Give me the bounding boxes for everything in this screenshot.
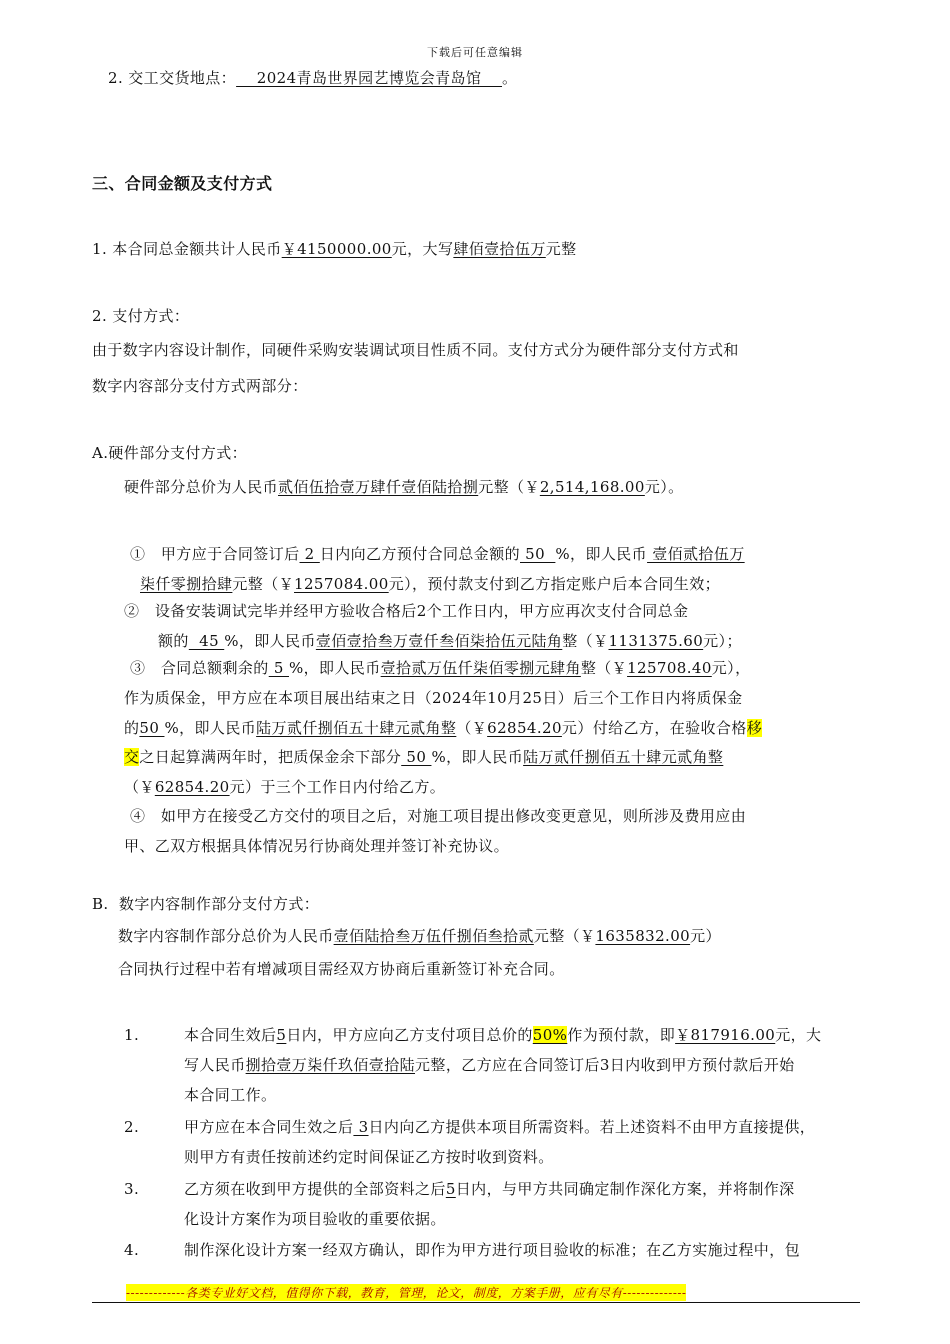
- clause-3-cont: [124, 747, 723, 767]
- amount: ￥4150000.00: [281, 240, 392, 258]
- subheading-b: B. 数字内容制作部分支付方式：: [92, 895, 320, 913]
- list-item-2-cont: 则甲方有责任按前述约定时间保证乙方按时收到资料。: [184, 1148, 554, 1166]
- value: 2: [299, 545, 320, 563]
- text: 元整: [545, 240, 577, 258]
- text: （￥: [456, 719, 488, 737]
- value: 45: [188, 632, 225, 650]
- amount-words: 肆佰壹拾伍万: [453, 240, 546, 258]
- text: 元）。: [644, 478, 684, 496]
- page-header: 下载后可任意编辑: [427, 46, 523, 59]
- list-item-3: [184, 1179, 795, 1199]
- text: 甲方应在本合同生效之后: [184, 1118, 354, 1136]
- text: 。: [502, 69, 518, 87]
- list-item-1-cont: [184, 1055, 795, 1075]
- amount-words: 捌拾壹万柒仟玖佰壹拾陆: [245, 1056, 416, 1074]
- text: 元，大写: [391, 240, 454, 258]
- text: 额的: [158, 632, 189, 650]
- list-item-1: [184, 1025, 821, 1045]
- value: 50: [139, 719, 165, 737]
- list-number: 3.: [124, 1180, 140, 1198]
- amount-words: 陆万贰仟捌佰五十肆元贰角整: [256, 719, 457, 737]
- value: 5: [268, 659, 289, 677]
- text: %，即人民币: [224, 632, 316, 650]
- list-item-2: [184, 1117, 815, 1137]
- amount-words: 壹佰贰拾伍万: [647, 545, 745, 563]
- text: 日内向乙方预付合同总金额的: [319, 545, 520, 563]
- amount-words: 柒仟零捌拾肆: [140, 575, 233, 593]
- text: 元整，乙方应在合同签订后3日内收到甲方预付款后开始: [415, 1056, 795, 1074]
- text: ① 甲方应于合同签订后: [130, 545, 300, 563]
- text: 的: [124, 719, 140, 737]
- text: 元整（￥: [533, 927, 596, 945]
- text: 2. 交工交货地点：: [108, 69, 237, 87]
- text: ③ 合同总额剩余的: [130, 659, 269, 677]
- amount-words: 陆万贰仟捌佰五十肆元贰角整: [523, 748, 724, 766]
- value: 50: [520, 545, 556, 563]
- text: 日内，与甲方共同确定制作深化方案，并将制作深: [455, 1180, 795, 1198]
- text: 作为预付款，即: [567, 1026, 676, 1044]
- list-item-3-cont: 化设计方案作为项目验收的重要依据。: [184, 1210, 446, 1228]
- amount: 1257084.00: [294, 575, 389, 593]
- payment-method-label: 2. 支付方式：: [92, 307, 190, 325]
- text: 日内向乙方提供本项目所需资料。若上述资料不由甲方直接提供，: [368, 1118, 816, 1136]
- amount-words: 壹佰壹拾叁万壹仟叁佰柒拾伍元陆角: [315, 632, 563, 650]
- clause-3: [130, 658, 750, 678]
- subheading-a: A.硬件部分支付方式：: [92, 444, 248, 462]
- delivery-location: [108, 68, 517, 88]
- text: 元）；: [703, 632, 742, 650]
- clause-2-cont: [158, 631, 742, 651]
- value: 3: [353, 1118, 369, 1136]
- clause-3-cont: [124, 777, 445, 797]
- amount-words: 贰佰伍拾壹万肆仟壹佰陆拾捌: [278, 478, 479, 496]
- text: 元整（￥: [232, 575, 295, 593]
- clause-1-cont: [140, 574, 720, 594]
- text: 元，大: [775, 1026, 822, 1044]
- text: 日内，甲方应向乙方支付项目总价的: [286, 1026, 533, 1044]
- amount-words: 壹佰陆拾叁万伍仟捌佰叁拾贰: [333, 927, 534, 945]
- text: 2024青岛世界园艺博览会青岛馆: [236, 69, 503, 87]
- digital-total: [118, 926, 721, 946]
- clause-2: ② 设备安装调试完毕并经甲方验收合格后2个工作日内，甲方应再次支付合同总金: [124, 602, 689, 620]
- text: 整（￥: [562, 632, 609, 650]
- value: 5: [276, 1026, 287, 1044]
- amount: 62854.20: [487, 719, 562, 737]
- highlighted-text: 交: [124, 748, 140, 766]
- list-number: 1.: [124, 1026, 140, 1044]
- amount: 125708.40: [627, 659, 712, 677]
- highlighted-text: 移: [746, 719, 763, 737]
- text: 写人民币: [184, 1056, 246, 1074]
- amount-words: 壹拾贰万伍仟柒佰零捌元肆角: [380, 659, 581, 677]
- text: 1. 本合同总金额共计人民币: [92, 240, 282, 258]
- amount: 2,514,168.00: [539, 478, 645, 496]
- text: 乙方须在收到甲方提供的全部资料之后: [184, 1180, 446, 1198]
- text: 之日起算满两年时，把质保金余下部分: [139, 748, 402, 766]
- clause-3-cont: [124, 718, 762, 738]
- footer-banner: -------------各类专业好文档，值得你下载，教育，管理，论文，制度，方案手册，应有尽有--------------: [126, 1286, 687, 1300]
- clause-1: [130, 544, 745, 564]
- text: （￥: [124, 778, 155, 796]
- text: 元）付给乙方，在验收合格: [561, 719, 747, 737]
- amount: 1635832.00: [595, 927, 691, 945]
- value: 50: [401, 748, 432, 766]
- value: 5: [445, 1180, 456, 1198]
- text: %，即人民币: [164, 719, 257, 737]
- amount: ￥817916.00: [675, 1026, 776, 1044]
- amount: 62854.20: [154, 778, 230, 796]
- section-heading-3: 三、合同金额及支付方式: [92, 174, 273, 193]
- text: 本合同生效后: [184, 1026, 277, 1044]
- text: 整（￥: [580, 659, 628, 677]
- text: 元整（￥: [478, 478, 540, 496]
- text: 元）: [690, 927, 721, 945]
- text: %，即人民币: [555, 545, 648, 563]
- total-amount: [92, 239, 577, 259]
- text: %，即人民币: [431, 748, 524, 766]
- clause-3-cont: 作为质保金，甲方应在本项目展出结束之日（2024年10月25日）后三个工作日内将质保金: [124, 689, 743, 707]
- text: %，即人民币: [289, 659, 381, 677]
- text: 元）于三个工作日内付给乙方。: [229, 778, 446, 796]
- text: 硬件部分总价为人民币: [124, 478, 279, 496]
- paragraph: 由于数字内容设计制作，同硬件采购安装调试项目性质不同。支付方式分为硬件部分支付方式和: [92, 341, 739, 359]
- amount: 1131375.60: [608, 632, 704, 650]
- paragraph: 数字内容部分支付方式两部分：: [92, 377, 308, 395]
- text: 元），预付款支付到乙方指定账户后本合同生效；: [388, 575, 720, 593]
- list-item-4: 制作深化设计方案一经双方确认，即作为甲方进行项目验收的标准；在乙方实施过程中，包: [184, 1241, 801, 1259]
- hardware-total: [124, 477, 684, 497]
- clause-4-cont: 甲、乙双方根据具体情况另行协商处理并签订补充协议。: [124, 837, 510, 855]
- highlighted-text: 50%: [532, 1026, 568, 1044]
- text: 元），: [711, 659, 751, 677]
- list-item-1-cont: 本合同工作。: [184, 1086, 277, 1104]
- clause-4: ④ 如甲方在接受乙方交付的项目之后，对施工项目提出修改变更意见，则所涉及费用应由: [130, 807, 747, 825]
- list-number: 2.: [124, 1118, 140, 1136]
- footer-divider: [92, 1302, 860, 1303]
- text: 数字内容制作部分总价为人民币: [118, 927, 334, 945]
- paragraph: 合同执行过程中若有增减项目需经双方协商后重新签订补充合同。: [118, 960, 565, 978]
- list-number: 4.: [124, 1241, 140, 1259]
